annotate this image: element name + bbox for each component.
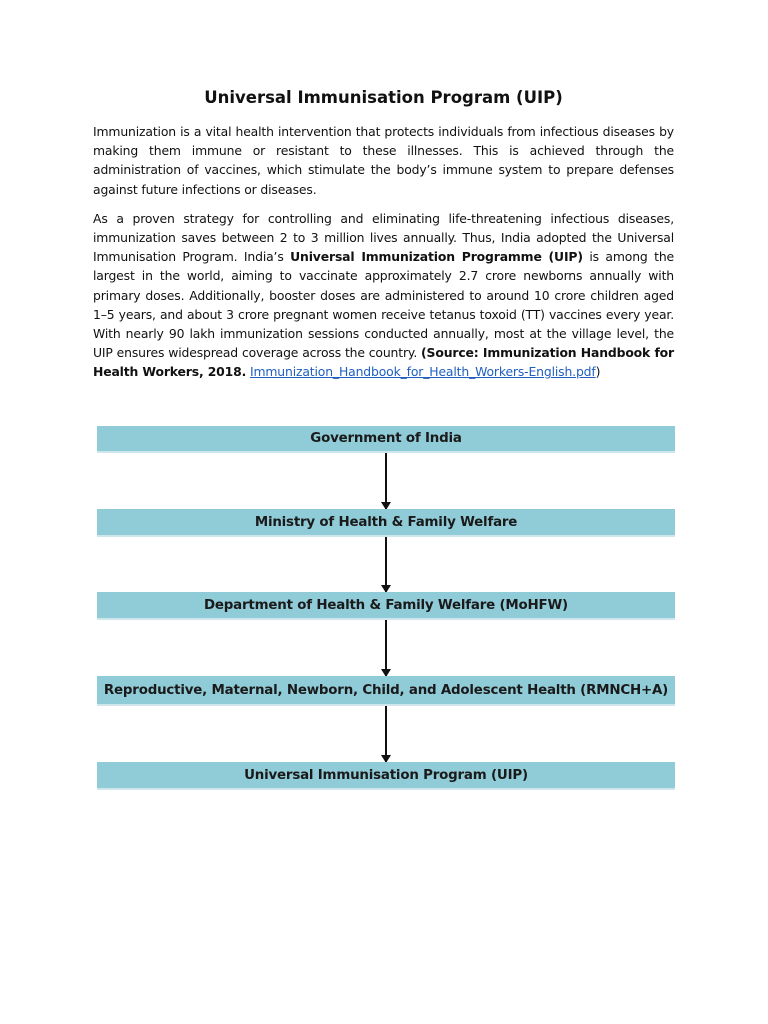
paragraph-uip-text-2: is among the largest in the world, aiming to vaccinate approximately 2.7 crore newborns annually with primary doses. Additionally, booster doses are administered to around 10 crore children aged 1–5 years, and about 3 crore pregnant women receive tetanus toxoid (TT) vaccines every year. With nearly 90 lakh immunization sessions conducted annually, most at the village level, the UIP ensures widespread coverage across the country.: [93, 249, 675, 361]
box-department-mohfw: Department of Health & Family Welfare (MoHFW): [97, 592, 675, 620]
uip-bold-name: Universal Immunization Programme (UIP): [290, 249, 583, 265]
document-body: [93, 88, 674, 392]
box-rmnch-a: Reproductive, Maternal, Newborn, Child, and Adolescent Health (RMNCH+A): [97, 676, 675, 706]
arrow-2: [385, 537, 387, 592]
box-uip: Universal Immunisation Program (UIP): [97, 762, 675, 790]
handbook-link[interactable]: Immunization_Handbook_for_Health_Workers-English.pdf: [249, 364, 596, 380]
box-ministry-health: Ministry of Health & Family Welfare: [97, 509, 675, 537]
paragraph-uip: [93, 209, 674, 382]
paragraph-intro: Immunization is a vital health intervention that protects individuals from infectious diseases by making them immune or resistant to these illnesses. This is achieved through the administration of vaccines, which stimulate the body’s immune system to prepare defenses against future infections or diseases.: [93, 124, 674, 197]
paragraph-uip-text-1: As a proven strategy for controlling and eliminating life-threatening infectious diseases, immunization saves between 2 to 3 million lives annually. Thus, India adopted the Universal Immunisation Program. India’s: [93, 210, 674, 265]
source-citation: (Source: Immunization Handbook for Health Workers, 2018.: [93, 345, 675, 380]
arrow-1: [385, 453, 387, 509]
citation-close: ): [595, 364, 601, 380]
arrow-3: [385, 620, 387, 676]
arrow-4: [385, 706, 387, 762]
uip-hierarchy-flowchart: [97, 426, 675, 790]
page-title: Universal Immunisation Program (UIP): [204, 88, 563, 107]
box-government-of-india: Government of India: [97, 426, 675, 453]
